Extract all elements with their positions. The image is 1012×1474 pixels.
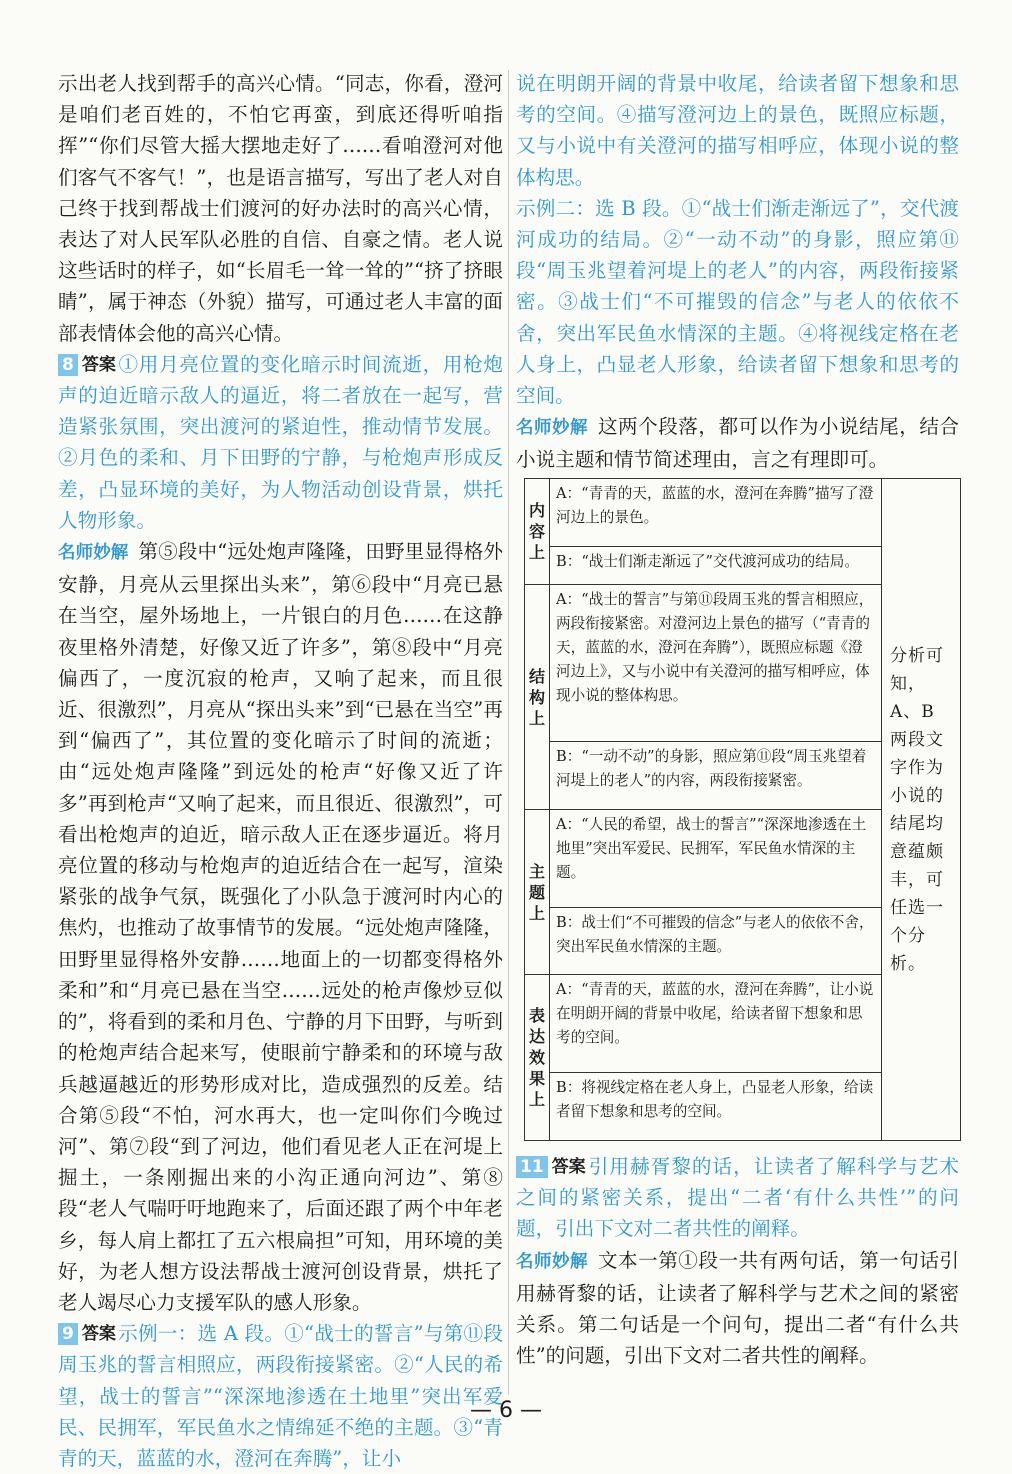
column-divider (508, 70, 509, 1395)
row-category: 主题上 (525, 809, 550, 974)
table-summary: 分析可知，A、B两段文字作为小说的结尾均意蕴颇丰，可任选一个分析。 (882, 479, 961, 1141)
q9-number: 9 (58, 1323, 78, 1345)
q8-analysis-label: 名师妙解 (58, 543, 129, 564)
table-cell-b: B：战士们“不可摧毁的信念”与老人的依依不舍，突出军民鱼水情深的主题。 (550, 907, 882, 975)
q9-analysis-text: 这两个段落，都可以作为小说结尾，结合小说主题和情节简述理由，言之有理即可。 (516, 415, 960, 472)
q11-analysis-paragraph (516, 1245, 959, 1372)
page-number: — 6 — (470, 1398, 542, 1423)
table-cell-b: B：“战士们渐走渐远了”交代渡河成功的结局。 (550, 546, 882, 584)
q9-analysis-paragraph (516, 411, 959, 475)
analysis-table (524, 478, 961, 1141)
q9-example2: 示例二：选 B 段。①“战士们渐走渐远了”，交代渡河成功的结局。②“一动不动”的身影，照应第⑪段“周玉兆望着河堤上的老人”的内容，两段衔接紧密。③战士们“不可摧毁的信念”与老人的依依不舍，突出军民鱼水情深的主题。④将视线定格在老人身上，凸显老人形象，给读者留下想象和思考的空间。 (516, 196, 959, 408)
q8-analysis-text: 第⑤段中“远处炮声隆隆，田野里显得格外安静，月亮从云里探出头来”，第⑥段中“月亮已悬在当空，屋外场地上，一片银白的月色……在这静夜里格外清楚，好像又近了许多”，第⑧段中“月亮偏西了，一度沉寂的枪声，又响了起来，而且很近、很激烈”，月亮从“探出头来”到“已悬在当空”再到“偏西了”，其位置的变化暗示了时间的流逝；由“远处炮声隆隆”到远处的枪声“好像又近了许多”再到枪声“又响了起来，而且很近、很激烈”，可看出枪炮声的迫近，暗示敌人正在逐步逼近。将月亮位置的移动与枪炮声的迫近结合在一起写，渲染紧张的战争气氛，既强化了小队急于渡河时内心的焦灼，也推动了故事情节的发展。“远处炮声隆隆，田野里显得格外安静……地面上的一切都变得格外柔和”和“月亮已悬在当空……远处的枪声像炒豆似的”，将看到的柔和月色、宁静的月下田野，与听到的枪炮声结合起来写，使眼前宁静柔和的环境与敌兵越逼越近的形势形成对比，造成强烈的反差。结合第⑤段“不怕，河水再大，也一定叫你们今晚过河”、第⑦段“到了河边，他们看见老人正在河堤上掘土，一条刚掘出来的小沟正通向河边”、第⑧段“老人气喘吁吁地跑来了，后面还跟了两个中年老乡，每人肩上都扛了五六根扁担”可知，用环境的美好，为老人想方设法帮战士渡河创设背景，烘托了老人竭尽心力支援军队的感人形象。 (58, 540, 503, 1314)
q9-answer-text: 示例一：选 A 段。①“战士的誓言”与第⑪段周玉兆的誓言相照应，两段衔接紧密。②“人民的希望，战士的誓言”“深深地渗透在土地里”突出军爱民、民拥军，军民鱼水之情绵延不绝的主题。③“青青的天，蓝蓝的水，澄河在奔腾”，让小 (58, 1322, 503, 1470)
q9-answer-paragraph (58, 1318, 503, 1474)
table-cell-a: A：“青青的天，蓝蓝的水，澄河在奔腾”描写了澄河边上的景色。 (550, 479, 882, 547)
row-category: 结构上 (525, 585, 550, 810)
q8-answer-paragraph (58, 349, 503, 536)
q11-number: 11 (516, 1156, 548, 1178)
q8-answer-text: ①用月亮位置的变化暗示时间流逝，用枪炮声的迫近暗示敌人的逼近，将二者放在一起写，营造紧张氛围，突出渡河的紧迫性，推动情节发展。②月色的柔和、月下田野的宁静，与枪炮声形成反差，凸显环境的美好，为人物活动创设背景，烘托人物形象。 (58, 352, 503, 532)
q11-analysis-text: 文本一第①段一共有两句话，第一句话引用赫胥黎的话，让读者了解科学与艺术之间的紧密关系。第二句话是一个问句，提出二者“有什么共性”的问题，引出下文对二者共性的阐释。 (516, 1248, 960, 1368)
q8-analysis-paragraph (58, 536, 503, 1318)
table-cell-b: B：“一动不动”的身影，照应第⑪段“周玉兆望着河堤上的老人”的内容，两段衔接紧密。 (550, 742, 882, 810)
q9-answer-tag (58, 1323, 116, 1345)
intro-paragraph: 示出老人找到帮手的高兴心情。“同志，你看，澄河是咱们老百姓的，不怕它再蛮，到底还得听咱指挥”“你们尽管大摇大摆地走好了……看咱澄河对他们客气不客气！”，也是语言描写，写出了老人对自己终于找到帮战士们渡河的好办法时的高兴心情，表达了对人民军队必胜的自信、自豪之情。老人说这些话时的样子，如“长眉毛一耸一耸的”“挤了挤眼睛”，属于神态（外貌）描写，可通过老人丰富的面部表情体会他的高兴心情。 (58, 72, 503, 345)
q11-answer-tag (516, 1156, 586, 1178)
q9-continued: 说在明朗开阔的背景中收尾，给读者留下想象和思考的空间。④描写澄河边上的景色，既照应标题，又与小说中有关澄河的描写相呼应，体现小说的整体构思。 (516, 72, 959, 189)
q9-answer-label: 答案 (81, 1324, 116, 1345)
table-cell-a: A：“人民的希望，战士的誓言”“深深地渗透在土地里”突出军爱民、民拥军，军民鱼水情深的主题。 (550, 809, 882, 907)
q11-analysis-label: 名师妙解 (516, 1251, 588, 1272)
q11-answer-paragraph (516, 1151, 959, 1245)
table-cell-a: A：“战士的誓言”与第⑪段周玉兆的誓言相照应，两段衔接紧密。对澄河边上景色的描写（“青青的天，蓝蓝的水，澄河在奔腾”），既照应标题《澄河边上》，又与小说中有关澄河的描写相呼应，体现小说的整体构思。 (550, 585, 882, 742)
q8-answer-label: 答案 (81, 354, 116, 375)
q9-analysis-label: 名师妙解 (516, 418, 588, 439)
right-column-lower (516, 1151, 959, 1371)
row-category: 内容上 (525, 479, 550, 585)
q11-answer-label: 答案 (551, 1157, 586, 1177)
q11-answer-text: 引用赫胥黎的话，让读者了解科学与艺术之间的紧密关系，提出“二者‘有什么共性’”的问题，引出下文对二者共性的阐释。 (516, 1155, 959, 1241)
row-category: 表达效果上 (525, 975, 550, 1141)
table-cell-b: B：将视线定格在老人身上，凸显老人形象，给读者留下想象和思考的空间。 (550, 1073, 882, 1141)
right-column (516, 68, 959, 476)
q8-answer-tag (58, 354, 116, 376)
table-cell-a: A：“青青的天，蓝蓝的水，澄河在奔腾”，让小说在明朗开阔的背景中收尾，给读者留下想象和思考的空间。 (550, 975, 882, 1073)
q8-number: 8 (58, 354, 78, 376)
left-column (58, 68, 503, 1474)
table-row (525, 479, 961, 547)
